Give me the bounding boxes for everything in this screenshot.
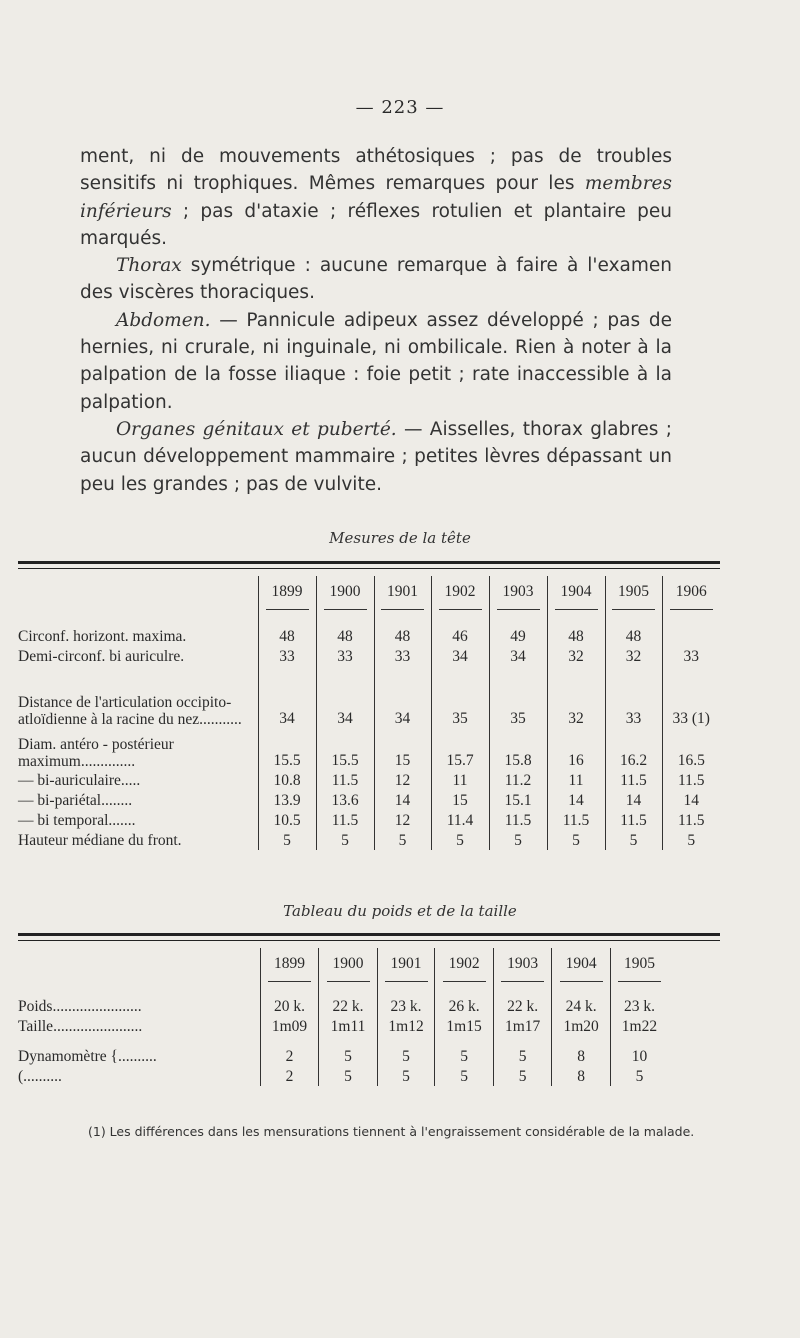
table2-title: Tableau du poids et de la taille: [283, 902, 517, 920]
cell-value: 11.5: [547, 810, 605, 830]
cell-value: 5: [431, 830, 489, 850]
row-label: Demi-circonf. bi auriculre.: [18, 648, 185, 665]
year-header: [605, 576, 662, 616]
year-header: [374, 576, 431, 616]
cell-value: 12: [374, 770, 431, 790]
cell-value: 8: [552, 1036, 611, 1066]
row-label: Dynamomètre {..........: [18, 1048, 157, 1065]
cell-value: 11.4: [431, 810, 489, 830]
year-label: 1905: [612, 583, 655, 610]
table-row: [18, 770, 720, 790]
table-row: [18, 830, 720, 850]
italic-term: Organes génitaux et puberté.: [116, 418, 397, 440]
row-label: — bi temporal.......: [18, 812, 136, 829]
cell-value: 1m15: [435, 1016, 494, 1036]
cell-value: 1m11: [319, 1016, 378, 1036]
italic-term: Abdomen.: [116, 309, 211, 331]
paragraph: [80, 252, 672, 307]
year-header: [258, 576, 316, 616]
row-label: Poids.......................: [18, 998, 142, 1015]
cell-value: 13.9: [258, 790, 316, 810]
cell-value: 46: [431, 616, 489, 646]
body-text: [80, 143, 672, 498]
cell-value: 11.5: [605, 770, 662, 790]
row-label: — bi-pariétal........: [18, 792, 133, 809]
paragraph: [80, 143, 672, 252]
year-header: [431, 576, 489, 616]
cell-value: 5: [489, 830, 547, 850]
row-label: (..........: [18, 1068, 62, 1085]
cell-value: 14: [374, 790, 431, 810]
cell-value: 2: [260, 1066, 319, 1086]
head-measurements-table: [18, 576, 720, 850]
cell-value: 5: [258, 830, 316, 850]
row-label: Distance de l'articulation occipito-atloïdienne à la racine du nez...........: [18, 694, 242, 728]
year-header: [552, 948, 611, 988]
cell-value: 5: [493, 1066, 552, 1086]
cell-value: 33: [316, 646, 374, 666]
cell-value: 5: [610, 1066, 668, 1086]
cell-value: 16.5: [662, 728, 720, 770]
cell-value: 48: [605, 616, 662, 646]
cell-value: 5: [319, 1036, 378, 1066]
cell-value: 15.7: [431, 728, 489, 770]
cell-value: 23 k.: [610, 988, 668, 1016]
cell-value: 48: [374, 616, 431, 646]
cell-value: 33: [662, 646, 720, 666]
table-row: [18, 1036, 668, 1066]
header-blank: [18, 576, 258, 616]
cell-value: 5: [377, 1066, 435, 1086]
cell-value: 1m17: [493, 1016, 552, 1036]
paragraph: [80, 416, 672, 498]
cell-value: 11.5: [605, 810, 662, 830]
cell-value: 5: [435, 1036, 494, 1066]
cell-value: 15.5: [316, 728, 374, 770]
page-number: — 223 —: [355, 97, 445, 118]
table1-top-rule-thin: [18, 568, 720, 569]
cell-value: 16.2: [605, 728, 662, 770]
header-blank: [18, 948, 260, 988]
cell-value: 11.2: [489, 770, 547, 790]
cell-value: 34: [374, 666, 431, 728]
cell-value: 35: [431, 666, 489, 728]
year-header: [260, 948, 319, 988]
italic-term: membres inférieurs: [80, 173, 672, 222]
cell-value: 14: [662, 790, 720, 810]
cell-value: 8: [552, 1066, 611, 1086]
cell-value: 10: [610, 1036, 668, 1066]
text-run: ment, ni de mouvements athétosiques ; pas de troubles sensitifs ni trophiques. Mêmes remarques pour les: [80, 146, 672, 195]
year-label: 1905: [618, 955, 661, 982]
text-run: symétrique : aucune remarque à faire à l'examen des viscères thoraciques.: [80, 255, 672, 304]
cell-value: 10.8: [258, 770, 316, 790]
cell-value: 22 k.: [493, 988, 552, 1016]
text-run: — Pannicule adipeux assez développé ; pas de hernies, ni crurale, ni inguinale, ni ombilicale. Rien à noter à la palpation de la fosse iliaque : foie petit ; rate inaccessible à la palpation.: [80, 309, 672, 413]
year-header: [662, 576, 720, 616]
row-label: Hauteur médiane du front.: [18, 832, 182, 849]
year-label: 1904: [555, 583, 598, 610]
cell-value: 20 k.: [260, 988, 319, 1016]
cell-value: 5: [547, 830, 605, 850]
cell-value: 33: [374, 646, 431, 666]
cell-value: 5: [377, 1036, 435, 1066]
cell-value: 32: [547, 666, 605, 728]
row-label: Taille.......................: [18, 1018, 143, 1035]
cell-value: 11: [547, 770, 605, 790]
cell-value: 11.5: [662, 770, 720, 790]
row-label: Diam. antéro - postérieur maximum..............: [18, 736, 174, 770]
table-row: [18, 646, 720, 666]
year-label: 1902: [439, 583, 482, 610]
cell-value: 34: [258, 666, 316, 728]
cell-value: 15.1: [489, 790, 547, 810]
cell-value: 32: [547, 646, 605, 666]
table-row: [18, 988, 668, 1016]
year-header: [316, 576, 374, 616]
cell-value: 5: [493, 1036, 552, 1066]
cell-value: 48: [258, 616, 316, 646]
cell-value: 15.8: [489, 728, 547, 770]
year-header: [435, 948, 494, 988]
cell-value: 12: [374, 810, 431, 830]
cell-value: 22 k.: [319, 988, 378, 1016]
cell-value: 24 k.: [552, 988, 611, 1016]
cell-value: 11.5: [662, 810, 720, 830]
italic-term: Thorax: [116, 255, 182, 277]
year-header: [489, 576, 547, 616]
cell-value: 26 k.: [435, 988, 494, 1016]
cell-value: 5: [374, 830, 431, 850]
cell-value: 23 k.: [377, 988, 435, 1016]
cell-value: 15.5: [258, 728, 316, 770]
table-row: [18, 1016, 668, 1036]
cell-value: 34: [431, 646, 489, 666]
cell-value: 1m12: [377, 1016, 435, 1036]
cell-value: 34: [489, 646, 547, 666]
text-run: — Aisselles, thorax glabres ; aucun développement mammaire ; petites lèvres dépassant un peu les grandes ; pas de vulvite.: [80, 418, 672, 495]
cell-value: 5: [435, 1066, 494, 1086]
text-run: ; pas d'ataxie ; réflexes rotulien et plantaire peu marqués.: [80, 200, 672, 249]
cell-value: [662, 616, 720, 646]
cell-value: 34: [316, 666, 374, 728]
cell-value: 33: [258, 646, 316, 666]
table1-title: Mesures de la tête: [329, 529, 471, 547]
cell-value: 15: [431, 790, 489, 810]
year-label: 1906: [670, 583, 713, 610]
table-row: [18, 728, 720, 770]
cell-value: 11.5: [316, 810, 374, 830]
year-label: 1899: [268, 955, 311, 982]
year-header: [547, 576, 605, 616]
cell-value: 16: [547, 728, 605, 770]
table-row: [18, 790, 720, 810]
cell-value: 11: [431, 770, 489, 790]
year-header: [319, 948, 378, 988]
row-label: Circonf. horizont. maxima.: [18, 628, 187, 645]
table-row: [18, 666, 720, 728]
year-label: 1904: [560, 955, 603, 982]
cell-value: 1m20: [552, 1016, 611, 1036]
cell-value: 1m09: [260, 1016, 319, 1036]
year-header: [610, 948, 668, 988]
cell-value: 32: [605, 646, 662, 666]
cell-value: 35: [489, 666, 547, 728]
year-label: 1900: [324, 583, 367, 610]
table2-top-rule: [18, 933, 720, 936]
footnote: (1) Les différences dans les mensurations tiennent à l'engraissement considérable de la malade.: [88, 1124, 695, 1139]
cell-value: 15: [374, 728, 431, 770]
year-label: 1902: [443, 955, 486, 982]
table-row: [18, 810, 720, 830]
table-row: [18, 616, 720, 646]
cell-value: 1m22: [610, 1016, 668, 1036]
cell-value: 49: [489, 616, 547, 646]
table-row: [18, 1066, 668, 1086]
table2-top-rule-thin: [18, 940, 720, 941]
year-header: [377, 948, 435, 988]
cell-value: 14: [547, 790, 605, 810]
cell-value: 48: [547, 616, 605, 646]
paragraph: [80, 307, 672, 416]
year-label: 1903: [501, 955, 544, 982]
cell-value: 5: [662, 830, 720, 850]
cell-value: 5: [319, 1066, 378, 1086]
year-label: 1901: [381, 583, 424, 610]
year-label: 1900: [327, 955, 370, 982]
cell-value: 48: [316, 616, 374, 646]
cell-value: 5: [605, 830, 662, 850]
row-label: — bi-auriculaire.....: [18, 772, 141, 789]
cell-value: 10.5: [258, 810, 316, 830]
year-label: 1901: [385, 955, 428, 982]
cell-value: 5: [316, 830, 374, 850]
year-label: 1903: [497, 583, 540, 610]
weight-height-table: [18, 948, 668, 1086]
cell-value: 33: [605, 666, 662, 728]
table1-top-rule: [18, 561, 720, 564]
cell-value: 13.6: [316, 790, 374, 810]
cell-value: 33 (1): [662, 666, 720, 728]
cell-value: 2: [260, 1036, 319, 1066]
year-label: 1899: [266, 583, 309, 610]
cell-value: 11.5: [489, 810, 547, 830]
cell-value: 11.5: [316, 770, 374, 790]
year-header: [493, 948, 552, 988]
cell-value: 14: [605, 790, 662, 810]
